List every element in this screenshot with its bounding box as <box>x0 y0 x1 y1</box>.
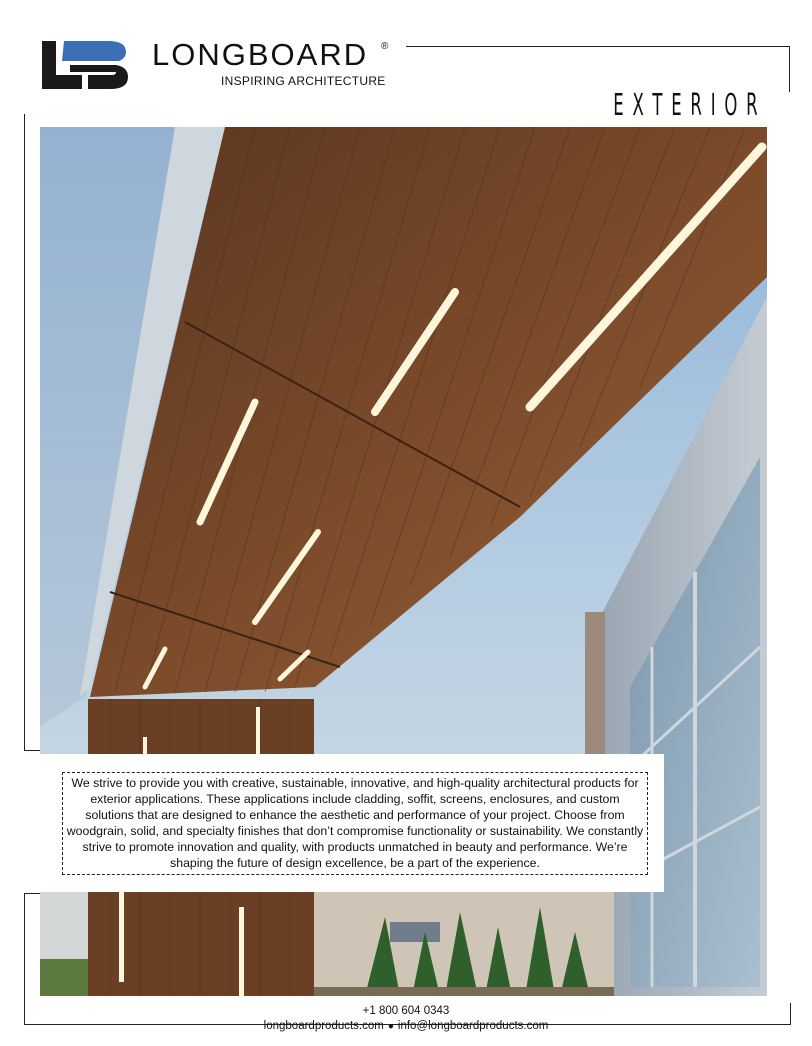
left-frame-tick-lower <box>24 893 40 894</box>
longboard-logo-mark <box>42 41 128 89</box>
section-title: EXTERIOR <box>612 88 766 123</box>
left-frame-line <box>24 114 25 750</box>
footer-contact <box>0 1020 812 1032</box>
left-frame-tick <box>24 750 40 751</box>
registered-mark: ® <box>381 41 389 52</box>
intro-text: We strive to provide you with creative, sustainable, innovative, and high-quality architectural products for exterior applications. These applications include cladding, soffit, screens, enclosures, and custom solutions that are designed to enhance the aesthetic and performance of your project. Choose from woodgrain, solid, and specialty finishes that don’t compromise functionality or sustainability. We constantly strive to promote innovation and quality, with products unmatched in beauty and performance. We’re shaping the future of design excellence, be a part of the experience. <box>62 772 648 875</box>
footer-separator: ● <box>387 1021 394 1032</box>
footer-email-link[interactable]: info@longboardproducts.com <box>397 1020 549 1032</box>
right-divider <box>789 46 790 92</box>
brand-name: LONGBOARD <box>152 37 369 72</box>
intro-panel <box>40 754 664 892</box>
top-divider <box>406 46 790 47</box>
brand-tagline: INSPIRING ARCHITECTURE <box>221 74 386 88</box>
footer-phone[interactable]: +1 800 604 0343 <box>362 1005 450 1017</box>
footer-website-link[interactable]: longboardproducts.com <box>263 1020 384 1032</box>
